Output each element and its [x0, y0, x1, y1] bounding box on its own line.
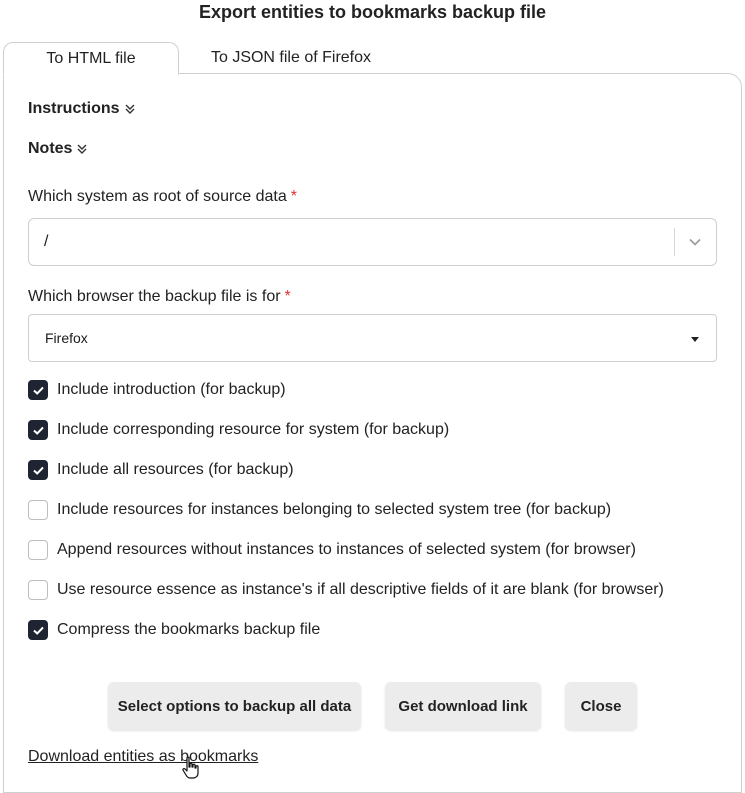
close-button[interactable]: Close: [565, 682, 637, 730]
root-system-select[interactable]: [28, 218, 717, 266]
get-download-link-button[interactable]: Get download link: [385, 682, 541, 730]
option-label: Append resources without instances to instances of selected system (for browser): [57, 541, 636, 558]
checkbox[interactable]: [28, 420, 48, 440]
hand-pointer-icon: [181, 756, 201, 780]
tab-json-firefox[interactable]: To JSON file of Firefox: [210, 49, 372, 66]
option-include-tree-resources[interactable]: [28, 500, 611, 520]
tab-html-file[interactable]: To HTML file: [3, 42, 179, 75]
select-all-options-button[interactable]: Select options to backup all data: [108, 682, 361, 730]
option-label: Include corresponding resource for system (for backup): [57, 421, 450, 438]
option-label: Include all resources (for backup): [57, 461, 294, 478]
option-label: Use resource essence as instance's if all descriptive fields of it are blank (for browser): [57, 581, 664, 598]
checkbox[interactable]: [28, 620, 48, 640]
option-include-system-resource[interactable]: [28, 420, 449, 440]
option-include-all-resources[interactable]: [28, 460, 294, 480]
browser-label: Which browser the backup file is for *: [28, 288, 291, 305]
option-compress[interactable]: [28, 620, 320, 640]
option-label: Compress the bookmarks backup file: [57, 621, 321, 638]
checkbox[interactable]: [28, 580, 48, 600]
checkbox[interactable]: [28, 380, 48, 400]
check-icon: [32, 424, 45, 437]
checkbox[interactable]: [28, 500, 48, 520]
option-label: Include resources for instances belonging to selected system tree (for backup): [57, 501, 612, 518]
required-asterisk: *: [284, 288, 291, 305]
double-chevron-down-icon: [76, 143, 88, 155]
download-entities-link[interactable]: Download entities as bookmarks: [28, 748, 259, 765]
check-icon: [32, 464, 45, 477]
select-separator: [674, 228, 675, 256]
option-include-introduction[interactable]: [28, 380, 286, 400]
notes-toggle[interactable]: [28, 140, 88, 158]
browser-value: Firefox: [45, 330, 88, 346]
notes-label: Notes: [28, 140, 73, 157]
chevron-down-icon[interactable]: [688, 235, 702, 249]
option-use-resource-essence[interactable]: [28, 580, 664, 600]
option-append-resources[interactable]: [28, 540, 636, 560]
caret-down-icon: [691, 337, 699, 342]
required-asterisk: *: [290, 188, 298, 205]
option-label: Include introduction (for backup): [57, 381, 286, 398]
check-icon: [32, 384, 45, 397]
dialog-title: Export entities to bookmarks backup file: [198, 2, 547, 22]
checkbox[interactable]: [28, 540, 48, 560]
browser-select[interactable]: [28, 314, 717, 362]
instructions-toggle[interactable]: [28, 100, 136, 118]
checkbox[interactable]: [28, 460, 48, 480]
check-icon: [32, 624, 45, 637]
root-system-label: Which system as root of source data *: [28, 188, 298, 205]
instructions-label: Instructions: [28, 100, 120, 117]
root-system-value: /: [44, 233, 49, 250]
double-chevron-down-icon: [124, 103, 136, 115]
